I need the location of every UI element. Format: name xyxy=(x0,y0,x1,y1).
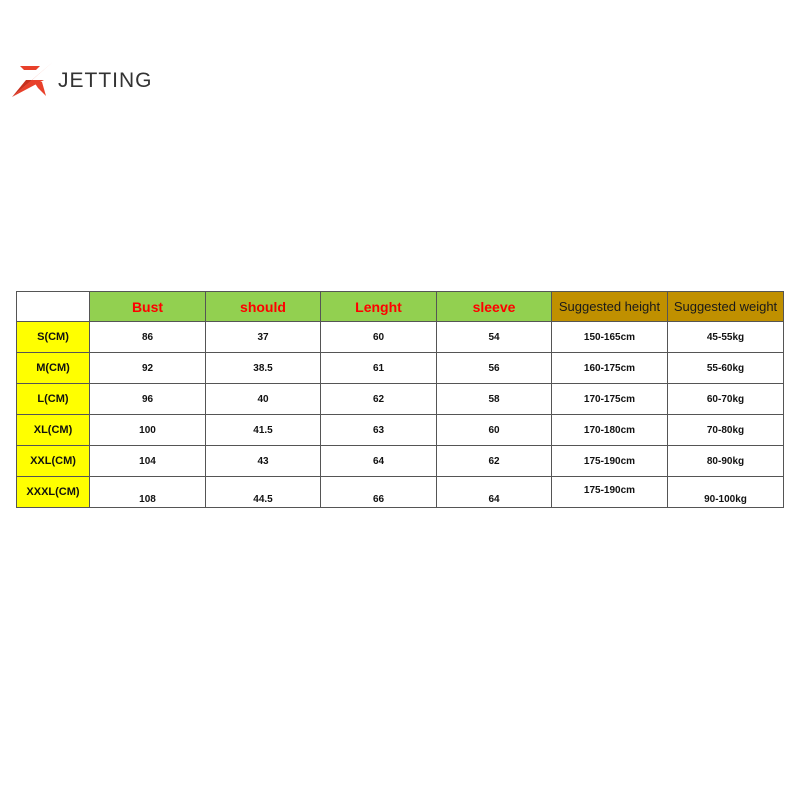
header-sleeve: sleeve xyxy=(437,292,552,322)
table-row xyxy=(17,353,784,384)
size-label: M(CM) xyxy=(17,353,90,384)
weight-value: 60-70kg xyxy=(668,384,784,415)
shoulder-value: 43 xyxy=(206,446,321,477)
length-value: 62 xyxy=(321,384,437,415)
bust-value: 108 xyxy=(90,477,206,508)
height-value: 175-190cm xyxy=(552,446,668,477)
sleeve-value: 58 xyxy=(437,384,552,415)
size-label: L(CM) xyxy=(17,384,90,415)
size-label: XXXL(CM) xyxy=(17,477,90,508)
corner-cell xyxy=(17,292,90,322)
weight-value: 55-60kg xyxy=(668,353,784,384)
height-value: 170-180cm xyxy=(552,415,668,446)
height-value: 150-165cm xyxy=(552,322,668,353)
sleeve-value: 62 xyxy=(437,446,552,477)
bust-value: 92 xyxy=(90,353,206,384)
size-label: XL(CM) xyxy=(17,415,90,446)
weight-value: 45-55kg xyxy=(668,322,784,353)
height-value: 160-175cm xyxy=(552,353,668,384)
header-suggested-weight: Suggested weight xyxy=(668,292,784,322)
red-arrow-logo-icon xyxy=(10,60,56,100)
bust-value: 104 xyxy=(90,446,206,477)
shoulder-value: 37 xyxy=(206,322,321,353)
header-shoulder: should xyxy=(206,292,321,322)
weight-value: 80-90kg xyxy=(668,446,784,477)
table-row xyxy=(17,477,784,508)
sleeve-value: 54 xyxy=(437,322,552,353)
weight-value: 90-100kg xyxy=(668,477,784,508)
bust-value: 100 xyxy=(90,415,206,446)
length-value: 64 xyxy=(321,446,437,477)
sleeve-value: 60 xyxy=(437,415,552,446)
brand-name: JETTING xyxy=(58,68,153,92)
weight-value: 70-80kg xyxy=(668,415,784,446)
length-value: 61 xyxy=(321,353,437,384)
sleeve-value: 56 xyxy=(437,353,552,384)
table-row xyxy=(17,322,784,353)
height-value: 175-190cm xyxy=(552,477,668,508)
size-label: XXL(CM) xyxy=(17,446,90,477)
header-bust: Bust xyxy=(90,292,206,322)
brand-logo xyxy=(10,60,153,100)
shoulder-value: 41.5 xyxy=(206,415,321,446)
sleeve-value: 64 xyxy=(437,477,552,508)
length-value: 66 xyxy=(321,477,437,508)
length-value: 60 xyxy=(321,322,437,353)
size-label: S(CM) xyxy=(17,322,90,353)
header-suggested-height: Suggested height xyxy=(552,292,668,322)
height-value: 170-175cm xyxy=(552,384,668,415)
bust-value: 96 xyxy=(90,384,206,415)
table-row xyxy=(17,415,784,446)
bust-value: 86 xyxy=(90,322,206,353)
shoulder-value: 40 xyxy=(206,384,321,415)
header-length: Lenght xyxy=(321,292,437,322)
length-value: 63 xyxy=(321,415,437,446)
table-row xyxy=(17,384,784,415)
shoulder-value: 44.5 xyxy=(206,477,321,508)
size-chart-table xyxy=(16,291,784,508)
header-row xyxy=(17,292,784,322)
shoulder-value: 38.5 xyxy=(206,353,321,384)
table-row xyxy=(17,446,784,477)
